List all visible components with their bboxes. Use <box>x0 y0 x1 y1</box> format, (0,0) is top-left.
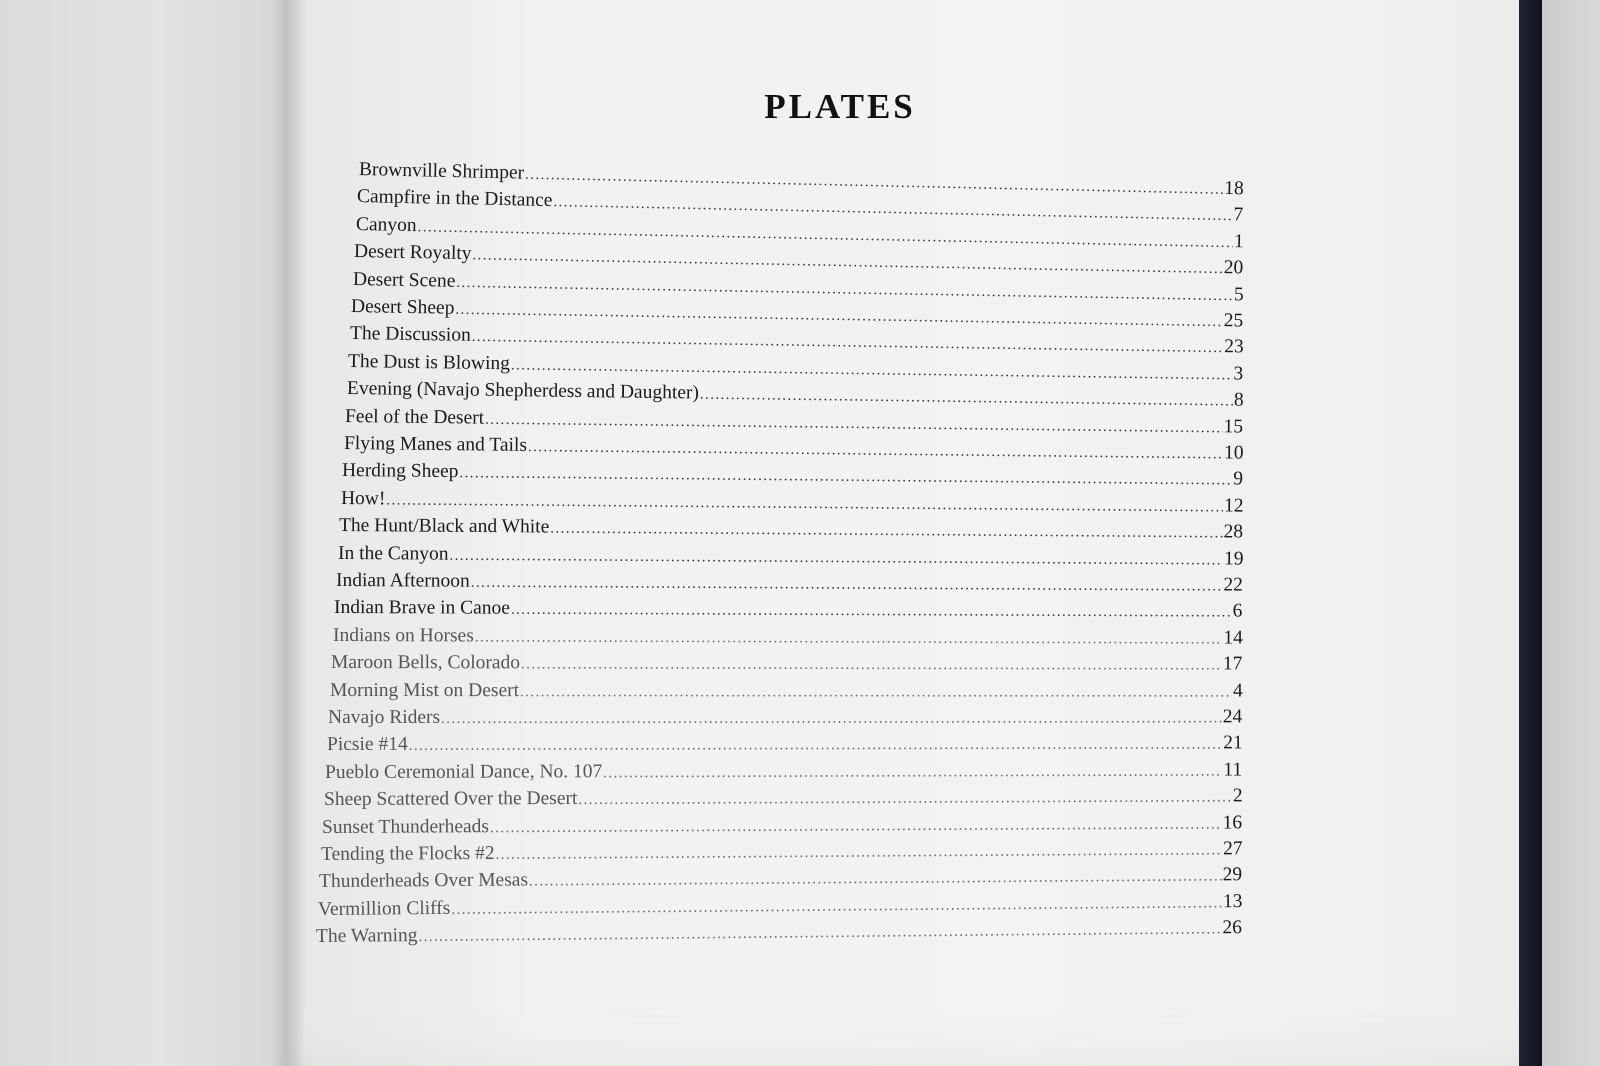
plate-page-number: 17 <box>1223 653 1243 675</box>
dot-leader <box>578 786 1232 813</box>
dot-leader <box>490 812 1222 840</box>
plate-page-number: 12 <box>1223 495 1244 517</box>
plate-title: Maroon Bells, Colorado <box>331 652 521 674</box>
plate-entry <box>336 569 1243 598</box>
plate-page-number: 11 <box>1223 759 1243 781</box>
plate-entry <box>337 542 1243 572</box>
plate-page-number: 19 <box>1223 548 1244 570</box>
plate-page-number: 29 <box>1222 864 1243 886</box>
plate-title: Morning Mist on Desert <box>329 679 519 701</box>
page-title: PLATES <box>764 87 916 127</box>
plate-entry <box>340 487 1243 519</box>
dot-leader <box>441 706 1222 731</box>
dot-leader <box>408 733 1222 758</box>
plate-title: Desert Scene <box>352 268 456 292</box>
plate-entry <box>331 651 1242 676</box>
plate-page-number: 22 <box>1223 574 1243 596</box>
plate-entry <box>333 624 1243 651</box>
plate-page-number: 8 <box>1233 389 1244 411</box>
plate-page-number: 25 <box>1223 310 1244 332</box>
dot-leader <box>495 838 1222 867</box>
plate-entry <box>334 596 1243 623</box>
plate-entry <box>325 758 1242 785</box>
plate-title: The Hunt/Black and White <box>338 515 550 538</box>
plate-title: Feel of the Desert <box>345 405 485 429</box>
dot-leader <box>699 383 1232 414</box>
plate-title: Indian Brave in Canoe <box>334 597 511 620</box>
plate-entry <box>322 811 1242 840</box>
plate-page-number: 27 <box>1222 838 1243 860</box>
dot-leader <box>529 865 1222 894</box>
plate-title: Campfire in the Distance <box>357 186 554 212</box>
plate-page-number: 21 <box>1222 732 1243 754</box>
plate-page-number: 16 <box>1222 811 1243 834</box>
plate-page-number: 6 <box>1233 600 1243 622</box>
plate-page-number: 3 <box>1233 363 1244 385</box>
plate-page-number: 5 <box>1233 283 1244 305</box>
plate-title: How! <box>340 487 386 510</box>
dot-leader <box>471 571 1223 599</box>
plate-page-number: 1 <box>1233 230 1244 253</box>
plate-title: Tending the Flocks #2 <box>320 842 495 865</box>
plate-page-number: 23 <box>1223 336 1244 358</box>
plate-page-number: 20 <box>1223 257 1244 279</box>
plate-title: Flying Manes and Tails <box>343 433 527 456</box>
dot-leader <box>520 680 1232 704</box>
dot-leader <box>603 759 1222 785</box>
plate-page-number: 14 <box>1223 627 1243 649</box>
plate-title: The Discussion <box>349 323 471 347</box>
plate-title: Indians on Horses <box>332 624 474 647</box>
plate-entry <box>319 864 1242 895</box>
dot-leader <box>475 625 1223 651</box>
plate-title: Sheep Scattered Over the Desert <box>323 788 578 811</box>
plate-entry <box>321 837 1243 867</box>
plate-title: Herding Sheep <box>341 460 459 483</box>
plate-title: The Dust is Blowing <box>348 350 511 375</box>
plate-title: Desert Royalty <box>354 241 473 265</box>
dot-leader <box>521 652 1222 677</box>
plate-page-number: 26 <box>1222 917 1243 939</box>
plate-title: The Warning <box>315 925 418 948</box>
plate-page-number: 4 <box>1232 680 1243 702</box>
plate-page-number: 2 <box>1232 785 1243 807</box>
plate-entry <box>328 705 1242 730</box>
dot-leader <box>511 598 1232 625</box>
plate-title: Vermillion Cliffs <box>317 897 450 920</box>
plate-page-number: 15 <box>1223 415 1244 438</box>
plate-title: Picsie #14 <box>326 734 408 756</box>
plate-entry <box>330 679 1243 703</box>
plate-title: Sunset Thunderheads <box>322 815 490 838</box>
plate-page-number: 24 <box>1223 706 1243 728</box>
plate-page-number: 10 <box>1223 442 1244 464</box>
plate-page-number: 18 <box>1224 177 1245 200</box>
plate-entry <box>327 732 1243 758</box>
plate-title: Brownville Shrimper <box>358 159 525 184</box>
plate-title: Thunderheads Over Mesas <box>318 869 529 893</box>
plate-entry <box>324 784 1243 812</box>
dot-leader <box>449 543 1223 572</box>
plate-title: In the Canyon <box>337 542 449 565</box>
plate-title: Pueblo Ceremonial Dance, No. 107 <box>325 761 603 783</box>
dot-leader <box>418 917 1221 949</box>
plate-title: Indian Afternoon <box>335 570 470 592</box>
plate-title: Desert Sheep <box>351 296 455 319</box>
plate-page-number: 7 <box>1233 204 1244 226</box>
plate-title: Canyon <box>355 213 417 236</box>
plate-page-number: 9 <box>1233 468 1244 490</box>
plate-entry <box>339 514 1243 544</box>
plate-page-number: 13 <box>1222 890 1243 913</box>
plate-title: Navajo Riders <box>328 706 441 728</box>
plate-title: Evening (Navajo Shepherdess and Daughter) <box>346 378 699 404</box>
dot-leader <box>550 517 1222 546</box>
plate-page-number: 28 <box>1223 521 1244 543</box>
